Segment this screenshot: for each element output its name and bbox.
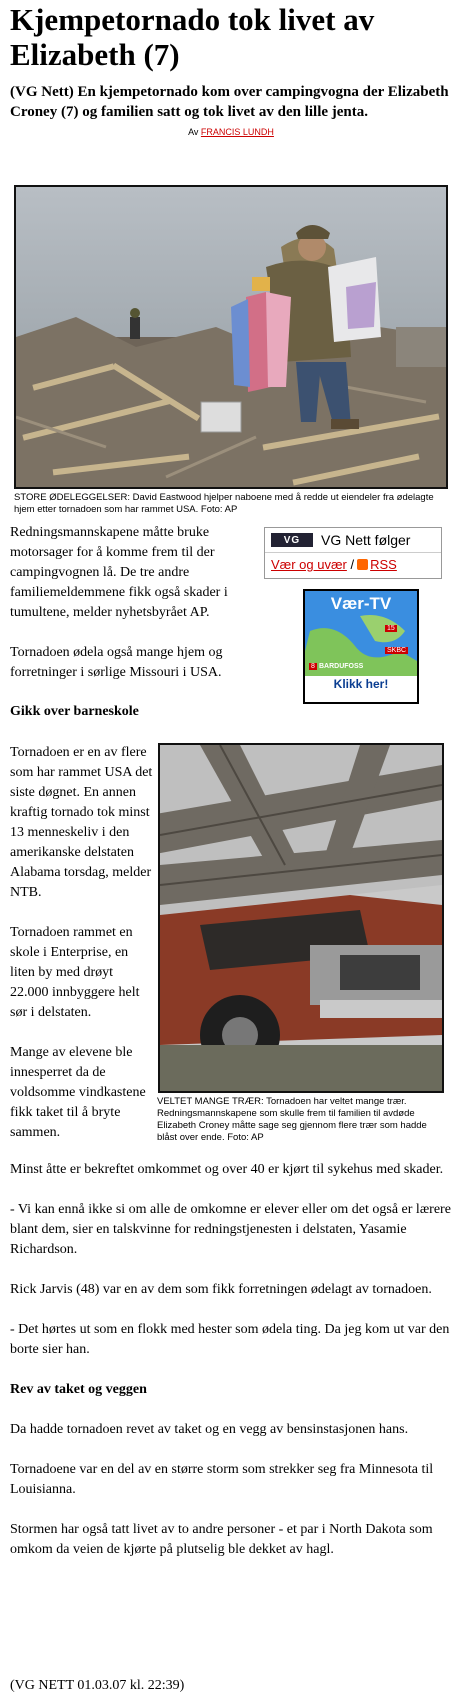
vaer-tv-title: Vær-TV bbox=[330, 594, 392, 613]
rss-link[interactable]: RSS bbox=[370, 557, 397, 572]
paragraph-3: Tornadoen er en av flere som har rammet USA det siste døgnet. En annen kraftig tornado tok minst 13 menneskeliv i den amerikanske delstaten Alabama torsdag, melder NTB. bbox=[10, 745, 153, 900]
article-title: Kjempetornado tok livet av Elizabeth (7) bbox=[10, 2, 375, 72]
paragraph-5b: Minst åtte er bekreftet omkommet og over 40 er kjørt til sykehus med skader. bbox=[10, 1162, 444, 1177]
trees-photo-drawing bbox=[160, 745, 442, 1091]
vaer-value-2: 8 bbox=[311, 663, 315, 670]
article bbox=[10, 0, 452, 137]
author-link[interactable]: FRANCIS LUNDH bbox=[200, 127, 274, 137]
photo1-caption: STORE ØDELEGGELSER: David Eastwood hjelper naboene med å redde ut eiendeler fra ødelagte hjem etter tornadoen som har rammet USA. Foto: AP bbox=[14, 492, 434, 515]
vaer-value-3: SKBC bbox=[387, 647, 407, 654]
fallen-trees-photo bbox=[158, 743, 444, 1093]
byline bbox=[10, 127, 452, 137]
tornado-debris-photo bbox=[14, 185, 448, 489]
article-lead: (VG Nett) En kjempetornado kom over campingvogna der Elizabeth Croney (7) og familien satt og tok livet av den lille jenta. bbox=[10, 84, 449, 120]
vg-follows-title: VG Nett følger bbox=[321, 532, 411, 548]
paragraph-5a: Mange av elevene ble innesperret da de voldsomme vindkastene fikk taket til å bryte sammen. bbox=[10, 1045, 146, 1140]
link-separator: / bbox=[350, 557, 355, 572]
subheading-1: Gikk over barneskole bbox=[10, 704, 139, 719]
vg-logo: VG bbox=[271, 533, 313, 547]
vg-follows-links bbox=[265, 553, 441, 576]
paragraph-9: Da hadde tornadoen revet av taket og en vegg av bensinstasjonen hans. bbox=[10, 1422, 409, 1437]
photo2-caption: VELTET MANGE TRÆR: Tornadoen har veltet mange trær. Redningsmannskapene som skulle frem til familien til avdøde Elizabeth Croney måtte sage seg gjennom flere trær som hadde blåst over ende. Foto: AP bbox=[157, 1096, 427, 1143]
rss-icon bbox=[357, 559, 368, 570]
column-bottom bbox=[10, 1160, 452, 1560]
column-top bbox=[10, 523, 255, 722]
paragraph-2: Tornadoen ødela også mange hjem og forretninger i sørlige Missouri i USA. bbox=[10, 645, 223, 680]
vg-follows-box bbox=[264, 527, 442, 579]
paragraph-1: Redningsmannskapene måtte bruke motorsager for å komme frem til der campingvognen lå. De tre andre familiemeldemmene fikk også skader i tumultene, melder nyhetsbyrået AP. bbox=[10, 525, 228, 620]
paragraph-10: Tornadoene var en del av en større storm som strekker seg fra Minnesota til Louisianna. bbox=[10, 1462, 434, 1497]
subheading-2: Rev av taket og veggen bbox=[10, 1382, 147, 1397]
paragraph-8: - Det hørtes ut som en flokk med hester som ødela ting. Da jeg kom ut var den borte sier han. bbox=[10, 1322, 450, 1357]
paragraph-7: Rick Jarvis (48) var en av dem som fikk forretningen ødelagt av tornadoen. bbox=[10, 1282, 432, 1297]
vaer-tv-banner[interactable] bbox=[303, 589, 419, 704]
vaer-value-1: 15 bbox=[387, 625, 395, 632]
vaer-button[interactable]: Klikk her! bbox=[333, 677, 389, 691]
debris-photo-drawing bbox=[16, 187, 446, 487]
vg-follows-header bbox=[265, 528, 441, 553]
weather-link[interactable]: Vær og uvær bbox=[271, 557, 347, 572]
paragraph-6: - Vi kan ennå ikke si om alle de omkomne er elever eller om det også er lærere blant dem, sier en talskvinne for redningstjenesten i delstaten, Yasamie Richardson. bbox=[10, 1202, 451, 1257]
paragraph-4: Tornadoen rammet en skole i Enterprise, en liten by med drøyt 22.000 innbyggere helt sør i delstaten. bbox=[10, 925, 140, 1020]
article-footer: (VG NETT 01.03.07 kl. 22:39) bbox=[10, 1678, 185, 1693]
column-narrow bbox=[10, 743, 154, 1143]
vaer-place: BARDUFOSS bbox=[319, 663, 364, 670]
byline-prefix: Av bbox=[188, 127, 199, 137]
paragraph-11: Stormen har også tatt livet av to andre personer - et par i North Dakota som omkom da veien de kjørte på plutselig ble dekket av hagl. bbox=[10, 1522, 433, 1557]
